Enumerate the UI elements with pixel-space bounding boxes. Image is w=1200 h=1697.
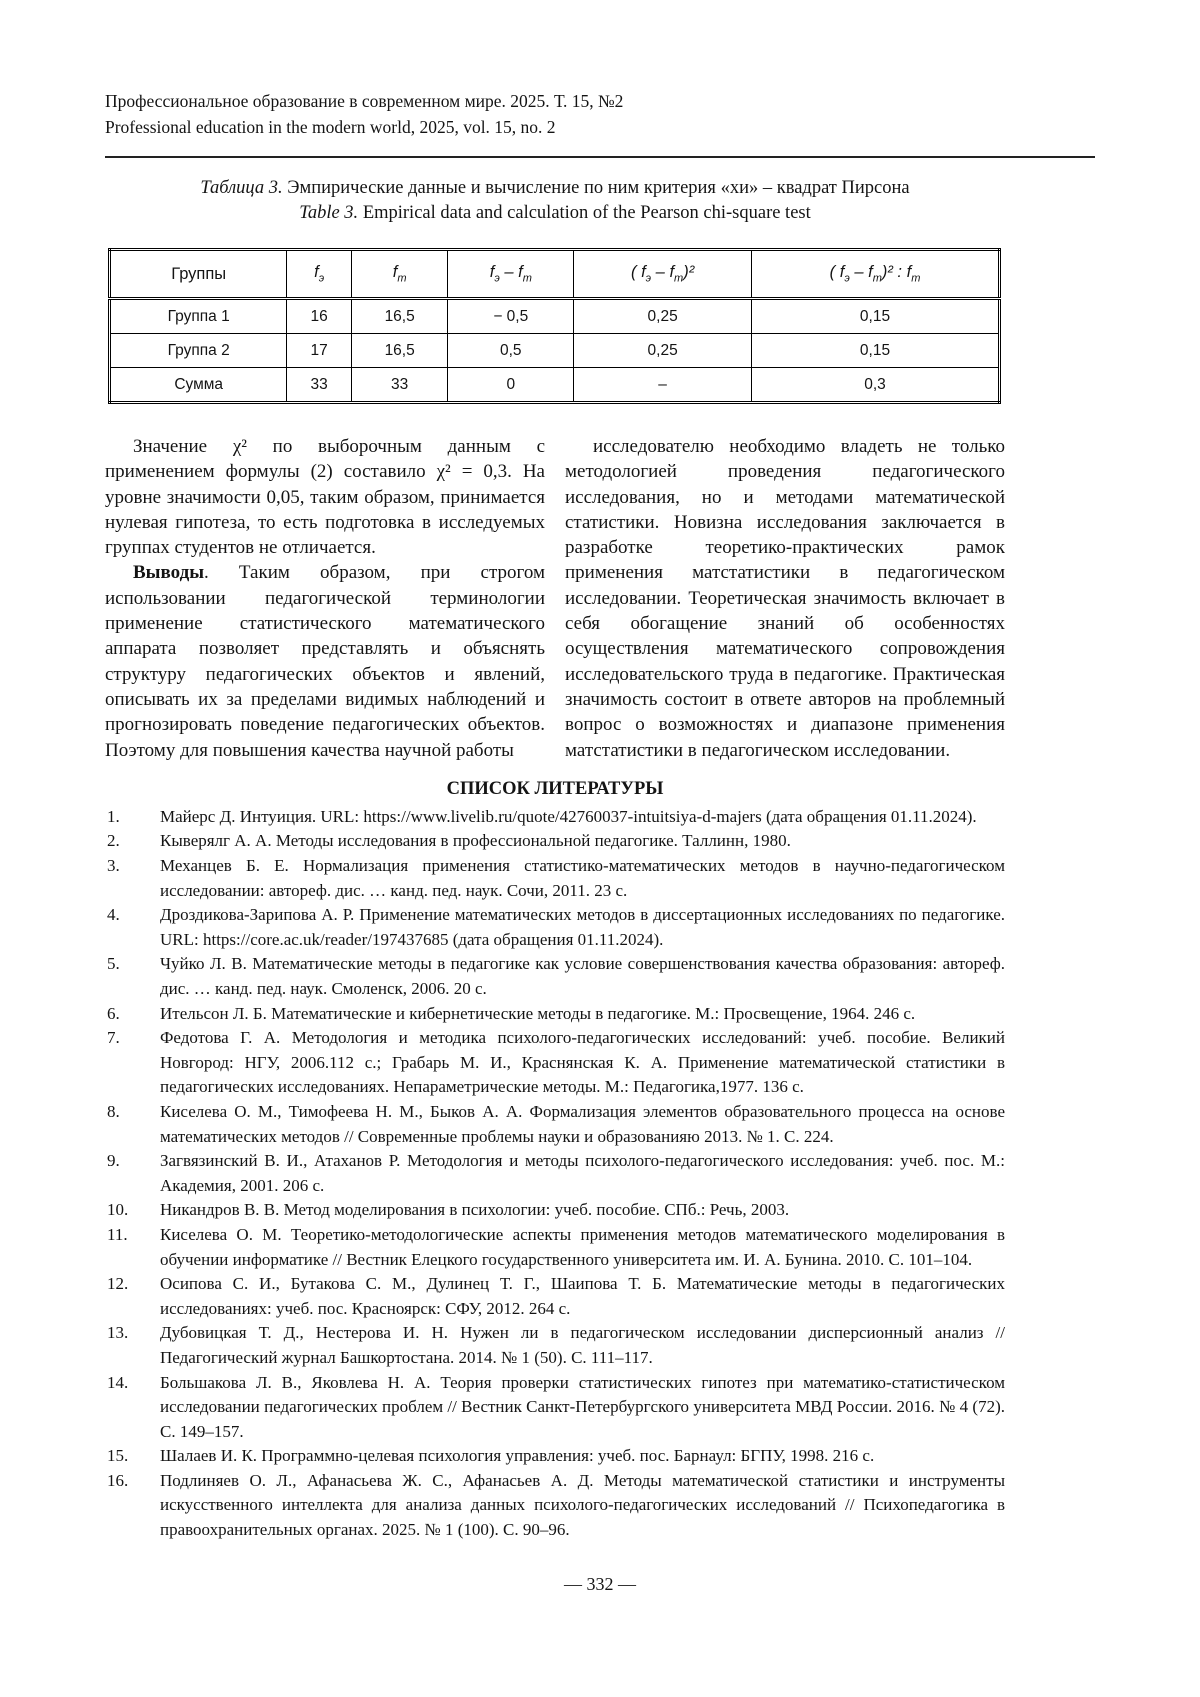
table-cell: 0,25 [574,299,752,334]
table-caption [105,176,1005,226]
reference-text: Дроздикова-Зарипова А. Р. Применение математических методов в диссертационных исследованиях по педагогике. URL: https://core.ac.uk/reader/197437685 (дата обращения 01.11.2024). [160,905,1005,949]
reference-text: Загвязинский В. И., Атаханов Р. Методология и методы психолого-педагогического исследования: учеб. пос. М.: Академия, 2001. 206 с. [160,1151,1005,1195]
reference-text: Большакова Л. В., Яковлева Н. А. Теория проверки статистических гипотез при математико-статистическом исследовании педагогических проблем // Вестник Санкт-Петербургского университета МВД России. 2016. № 4 (72). С. 149–157. [160,1372,1005,1441]
table-cell: 17 [287,334,352,368]
reference-text: Механцев Б. Е. Нормализация применения статистико-математических методов в научно-педагогическом исследовании: автореф. дис. … канд. пед. наук. Сочи, 2011. 23 с. [160,856,1005,900]
table-caption-ru [105,176,1005,201]
reference-number: 15. [107,1446,129,1466]
reference-item [105,1272,1005,1321]
table-cell: 33 [287,368,352,403]
table-column-header: $f_э$ [287,250,352,299]
reference-number: 11. [107,1224,128,1244]
reference-text: Никандров В. В. Метод моделирования в психологии: учеб. пособие. СПб.: Речь, 2003. [160,1200,790,1220]
reference-number: 16. [107,1470,129,1490]
table-cell: 0 [448,368,574,403]
reference-number: 6. [107,1003,120,1023]
table-cell: 33 [351,368,447,403]
table-caption-ru-text: Эмпирические данные и вычисление по ним критерия «хи» – квадрат Пирсона [282,178,910,198]
table-row [110,368,1000,403]
table-cell: 0,3 [752,368,1000,403]
running-head-en: Professional education in the modern world, 2025, vol. 15, no. 2 [105,117,556,137]
table-cell: − 0,5 [448,299,574,334]
chi-square-table-body [110,299,1000,403]
table-cell: Сумма [110,368,287,403]
paragraph: исследователю необходимо владеть не только методологией проведения педагогического исследования, но и методами математической статистики. Новизна исследования заключается в разработке теоретико-практических рамок применения матстатистики в педагогическом исследовании. Теоретическая значимость включает в себя обогащение знаний об особенностях осуществления математического сопровождения исследовательского труда в педагогике. Практическая значимость состоит в ответе авторов на проблемный вопрос о возможностях и диапазоне применения матстатистики в педагогическом исследовании. [565,436,1005,761]
page-number: — 332 — [564,1574,636,1594]
reference-text: Дубовицкая Т. Д., Нестерова И. Н. Нужен ли в педагогическом исследовании дисперсионный анализ // Педагогический журнал Башкортостана. 2014. № 1 (50). С. 111–117. [160,1323,1005,1367]
reference-item [105,829,1005,854]
reference-list [105,805,1005,1543]
table-row [110,334,1000,368]
reference-item [105,1371,1005,1445]
table-caption-ru-label: Таблица 3. [200,178,283,198]
header-rule [105,156,1095,158]
reference-item [105,903,1005,952]
table-column-header: Группы [110,250,287,299]
reference-text: Чуйко Л. В. Математические методы в педагогике как условие совершенствования качества образования: автореф. дис. … канд. пед. наук. Смоленск, 2006. 20 с. [160,954,1005,999]
table-column-header: $f_э - f_m$ [448,250,574,299]
reference-number: 5. [107,954,120,974]
table-column-header: $f_m$ [351,250,447,299]
table-cell: 0,15 [752,334,1000,368]
reference-item [105,1444,1005,1469]
reference-item [105,1149,1005,1198]
table-cell: – [574,368,752,403]
reference-number: 12. [107,1274,129,1294]
reference-number: 13. [107,1323,129,1343]
reference-text: Осипова С. И., Бутакова С. М., Дулинец Т. Г., Шаипова Т. Б. Математические методы в педагогических исследованиях: учеб. пос. Красноярск: СФУ, 2012. 264 с. [160,1274,1005,1318]
reference-text: Подлиняев О. Л., Афанасьева Ж. С., Афанасьев А. Д. Методы математической статистики и инструменты искусственного интеллекта для анализа данных психолого-педагогических исследований // Психопедагогика в правоохранительных органах. 2025. № 1 (100). С. 90–96. [160,1470,1005,1540]
table-column-header: ( $f_э - f_m)^2$ [574,250,752,299]
table-column-header: ( $f_э - f_m)^2$ : $f_m$ [752,250,1000,299]
paragraph: Выводы. Таким образом, при строгом использовании педагогической терминологии применение статистического математического аппарата позволяет представлять и объяснять структуру педагогических объектов и явлений, описывать их за пределами видимых наблюдений и прогнозировать поведение педагогических объектов. Поэтому для повышения качества научной работы [105,562,545,761]
reference-text: Киселева О. М. Теоретико-методологические аспекты применения методов математического моделирования в обучении информатике // Вестник Елецкого государственного университета им. И. А. Бунина. 2010. С. 101–104. [160,1224,1005,1269]
table-header-row [110,250,1000,299]
table-cell: 16 [287,299,352,334]
text-column-left [105,434,545,763]
table-caption-en [105,201,1005,226]
reference-text: Кыверялг А. А. Методы исследования в профессиональной педагогике. Таллинн, 1980. [160,831,791,851]
running-head-ru: Профессиональное образование в современном мире. 2025. Т. 15, №2 [105,91,624,111]
body-text [105,434,1005,763]
paragraph: Значение χ² по выборочным данным с применением формулы (2) составило χ² = 0,3. На уровне значимости 0,05, таким образом, принимается нулевая гипотеза, то есть подготовка в исследуемых группах студентов не отличается. [105,436,545,559]
chi-square-table [108,248,1001,404]
reference-item [105,1198,1005,1223]
table-cell: Группа 2 [110,334,287,368]
reference-item [105,1469,1005,1543]
reference-item [105,1026,1005,1100]
reference-item [105,805,1005,830]
reference-number: 14. [107,1372,129,1392]
references-heading: СПИСОК ЛИТЕРАТУРЫ [446,778,664,799]
reference-text: Шалаев И. К. Программно-целевая психология управления: учеб. пос. Барнаул: БГПУ, 1998. 216 с. [160,1446,875,1466]
reference-item [105,1100,1005,1149]
reference-text: Федотова Г. А. Методология и методика психолого-педагогических исследований: учеб. пособие. Великий Новгород: НГУ, 2006.112 с.; Грабарь М. И., Краснянская К. А. Применение математической статистики в педагогических исследованиях. Непараметрические методы. М.: Педагогика,1977. 136 с. [160,1028,1005,1097]
reference-number: 9. [107,1151,120,1171]
reference-number: 4. [107,905,120,925]
reference-item [105,1223,1005,1272]
chi-square-table-head [110,250,1000,299]
text-column-right [565,434,1005,763]
table-cell: 0,15 [752,299,1000,334]
reference-number: 1. [107,806,120,826]
reference-item [105,1321,1005,1370]
table-cell: 0,25 [574,334,752,368]
reference-number: 2. [107,831,120,851]
table-cell: 0,5 [448,334,574,368]
reference-text: Киселева О. М., Тимофеева Н. М., Быков А. А. Формализация элементов образовательного процесса на основе математических методов // Современные проблемы науки и образованияю 2013. № 1. С. 224. [160,1101,1005,1146]
table-cell: 16,5 [351,299,447,334]
reference-number: 8. [107,1101,120,1121]
reference-number: 3. [107,856,120,876]
paragraph-lead-bold: Выводы [133,562,205,584]
reference-item [105,952,1005,1001]
table-row [110,299,1000,334]
reference-number: 10. [107,1200,129,1220]
reference-number: 7. [107,1028,120,1048]
table-cell: Группа 1 [110,299,287,334]
reference-text: Майерс Д. Интуиция. URL: https://www.livelib.ru/quote/42760037-intuitsiya-d-majers (дата обращения 01.11.2024). [160,806,977,826]
reference-item [105,1002,1005,1027]
table-cell: 16,5 [351,334,447,368]
table-caption-en-label: Table 3. [299,203,359,223]
table-caption-en-text: Empirical data and calculation of the Pearson chi-square test [358,203,811,223]
reference-item [105,854,1005,903]
reference-text: Ительсон Л. Б. Математические и кибернетические методы в педагогике. М.: Просвещение, 1964. 246 с. [160,1003,916,1023]
running-head [105,88,1095,140]
